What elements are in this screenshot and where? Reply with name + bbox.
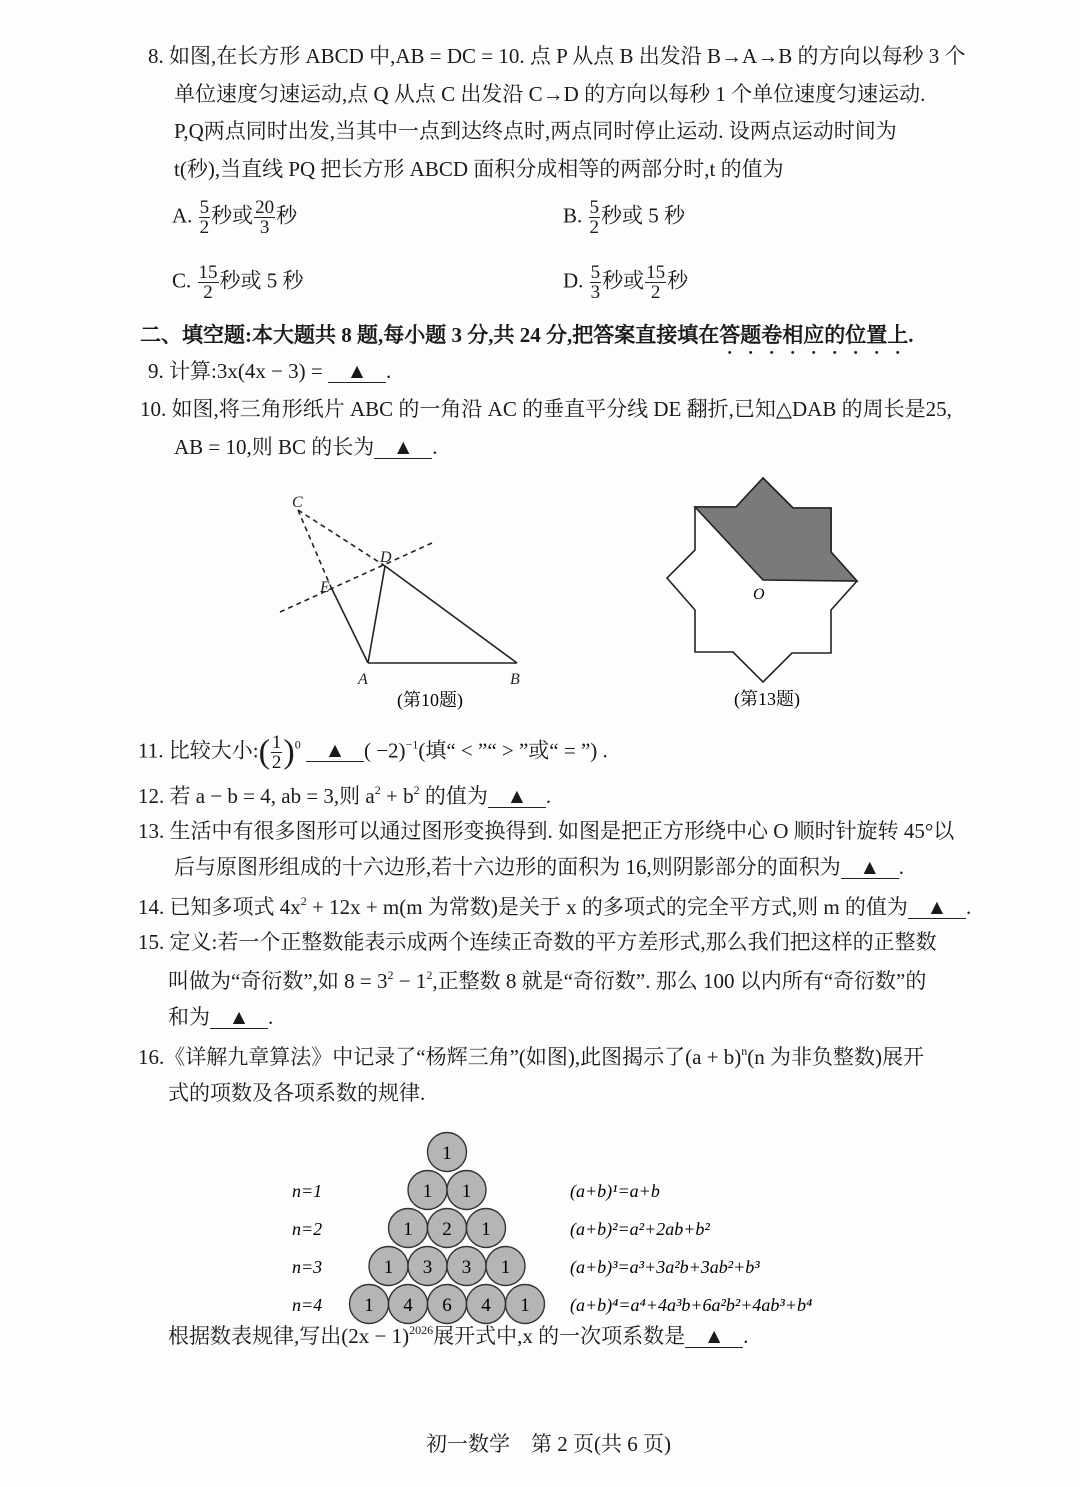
pascal-value: 2 (442, 1219, 452, 1240)
text: ▲ (841, 857, 899, 879)
q13-line1: 13. 生活中有很多图形可以通过图形变换得到. 如图是把正方形绕中心 O 顺时针旋转 45°以 (138, 819, 955, 843)
caption-q10: (第10题) (397, 690, 463, 710)
text: 15 (646, 262, 666, 283)
q13-line2 (174, 857, 904, 879)
text: 二、填空题:本大题共 8 题,每小题 3 分,共 24 分,把答案直接填在 (140, 323, 720, 347)
q11: 11. 比较大小:( $\frac{1}{2}$ )$^0$ ▲ ( −2)$^{-1}$(填“ < ”“ > ”或“ = ”) . (138, 732, 608, 773)
text: − 1 (393, 969, 427, 993)
label-c: C (292, 494, 303, 511)
q8-line3: P,Q两点同时出发,当其中一点到达终点时,两点同时停止运动. 设两点运动时间为 (174, 119, 897, 143)
text: 5 (199, 197, 210, 218)
text: 的值为 (419, 784, 488, 808)
text: ▲ (488, 786, 546, 808)
text: AB = 10,则 BC 的长为 (174, 435, 375, 459)
text: (n 为非负整数)展开 (747, 1045, 925, 1069)
q8-line4: t(秒),当直线 PQ 把长方形 ABCD 面积分成相等的两部分时,t 的值为 (174, 157, 784, 181)
text: ,正整数 8 就是“奇衍数”. 那么 100 以内所有“奇衍数”的 (432, 969, 927, 993)
text: C. (172, 268, 192, 293)
q10-line1: 10. 如图,将三角形纸片 ABC 的一角沿 AC 的垂直平分线 DE 翻折,已知△DAB 的周长是25, (140, 397, 952, 421)
text: ( −2) (363, 738, 406, 763)
q8-line2: 单位速度匀速运动,点 Q 从点 C 出发沿 C→D 的方向以每秒 1 个单位速度匀速运动. (174, 82, 926, 106)
text: 秒或 5 秒 (219, 268, 304, 293)
pascal-value: 6 (442, 1295, 452, 1316)
text: 后与原图形组成的十六边形,若十六边形的面积为 16,则阴影部分的面积为 (174, 855, 841, 879)
label-o: O (753, 586, 765, 603)
text: 秒或 5 秒 (601, 203, 686, 228)
text: ▲ (685, 1326, 743, 1348)
label-e: E (320, 579, 330, 596)
text: 5 (590, 262, 601, 283)
pascal-value: 1 (364, 1295, 374, 1316)
caption-q13: (第13题) (734, 689, 800, 709)
text: 3 (259, 217, 270, 238)
text: 12. 若 a − b = 4, ab = 3,则 a (138, 784, 375, 808)
text: 2 (650, 282, 661, 303)
q16-line1 (138, 1045, 924, 1068)
text: 2026 (409, 1323, 434, 1337)
text: . (268, 1005, 274, 1029)
q16-line2: 式的项数及各项系数的规律. (168, 1081, 426, 1105)
pascal-value: 1 (500, 1257, 511, 1278)
text: 根据数表规律,写出(2x − 1) (168, 1324, 410, 1348)
text: . (386, 359, 392, 383)
text: 15 (198, 262, 218, 283)
q8-line1: 8. 如图,在长方形 ABCD 中,AB = DC = 10. 点 P 从点 B 出发沿 B→A→B 的方向以每秒 3 个 (148, 44, 966, 68)
pascal-value: 1 (442, 1143, 452, 1164)
text: ▲ (908, 897, 966, 919)
text: A. (172, 203, 193, 228)
text: ▲ (210, 1007, 268, 1029)
pascal-triangle (292, 1133, 812, 1324)
text: (填“ < ”“ > ”或“ = ”) . (418, 738, 608, 763)
q15-line2: 叫做为“奇衍数”,如 $8 = 3^2 - 1^2$,正整数 8 就是“奇衍数”. 那么 100 以内所有“奇衍数”的 (168, 968, 927, 993)
text: 展开式中,x 的一次项系数是 (433, 1324, 686, 1348)
text: 3 (590, 282, 601, 303)
pascal-value: 1 (403, 1219, 413, 1240)
text: n (741, 1044, 748, 1058)
text: 秒 (276, 203, 298, 228)
pascal-value: 4 (403, 1295, 413, 1316)
text: 秒或 (602, 268, 645, 293)
text: + 12x + m(m 为常数)是关于 x 的多项式的完全平方式,则 m 的值为 (306, 895, 908, 919)
n-label: n=2 (292, 1219, 323, 1239)
text: 秒 (667, 268, 689, 293)
n-label: n=3 (292, 1257, 323, 1277)
text: . (545, 784, 552, 808)
expansion-formula: (a+b)²=a²+2ab+b² (570, 1219, 710, 1239)
q15-line1: 15. 定义:若一个正整数能表示成两个连续正奇数的平方差形式,那么我们把这样的正整数 (138, 930, 937, 954)
text: −1 (405, 737, 419, 752)
pascal-value: 3 (461, 1257, 472, 1278)
n-label: n=1 (292, 1181, 323, 1201)
text: 16.《详解九章算法》中记录了“杨辉三角”(如图),此图揭示了(a + b) (138, 1045, 742, 1069)
pascal-value: 1 (520, 1295, 530, 1316)
text: 9. 计算:3x(4x − 3) = (148, 359, 329, 383)
expansion-formula: (a+b)³=a³+3a²b+3ab²+b³ (570, 1257, 760, 1277)
text: . (908, 323, 914, 347)
text: . (743, 1324, 749, 1348)
text: D. (563, 268, 584, 293)
figure-q13 (667, 478, 857, 682)
text: 2 (589, 217, 600, 238)
q14: 14. 已知多项式 $4x^2 + 12x + m(m$ 为常数)是关于 x 的多项式的完全平方式,则 m 的值为 ▲ . (138, 894, 972, 919)
expansion-formula: (a+b)⁴=a⁴+4a³b+6a²b²+4ab³+b⁴ (570, 1295, 813, 1315)
expansion-formula: (a+b)¹=a+b (570, 1181, 660, 1201)
text: . (965, 895, 972, 919)
text: 0 (294, 737, 301, 752)
text: 14. 已知多项式 4x (138, 895, 301, 919)
text: ▲ (374, 437, 432, 459)
pascal-value: 1 (422, 1181, 433, 1202)
q12: 12. 若 a − b = 4, ab = 3,则 $a^2 + b^2$ 的值为 ▲ . (138, 783, 552, 808)
text: 2 (203, 282, 213, 303)
text: 1 (271, 732, 282, 753)
text: . (432, 435, 438, 459)
text: 20 (255, 197, 275, 218)
figure-q10 (280, 510, 517, 663)
label-b: B (510, 671, 520, 688)
pascal-value: 4 (481, 1295, 491, 1316)
label-a: A (358, 671, 368, 688)
text: 秒或 (211, 203, 254, 228)
pascal-value: 1 (461, 1181, 472, 1202)
text: ▲ (306, 740, 364, 762)
page-footer: 初一数学 第 2 页(共 6 页) (426, 1432, 671, 1456)
text: 5 (589, 197, 600, 218)
q16-question (168, 1324, 748, 1348)
text: 答题卷相应的位置上 (719, 323, 909, 347)
n-label: n=4 (292, 1295, 323, 1315)
q15-line3 (168, 1007, 273, 1029)
text: 和为 (168, 1005, 210, 1029)
text: 11. 比较大小: (138, 738, 259, 763)
pascal-value: 1 (481, 1219, 491, 1240)
label-d: D (380, 549, 392, 566)
pascal-value: 3 (422, 1257, 433, 1278)
text: ▲ (328, 361, 386, 383)
text: . (898, 855, 904, 879)
text: 2 (271, 752, 282, 773)
text: + b (380, 784, 414, 808)
text: B. (563, 203, 583, 228)
text: 2 (199, 217, 210, 238)
text: 叫做为“奇衍数”,如 8 = 3 (168, 969, 388, 993)
pascal-value: 1 (383, 1257, 394, 1278)
